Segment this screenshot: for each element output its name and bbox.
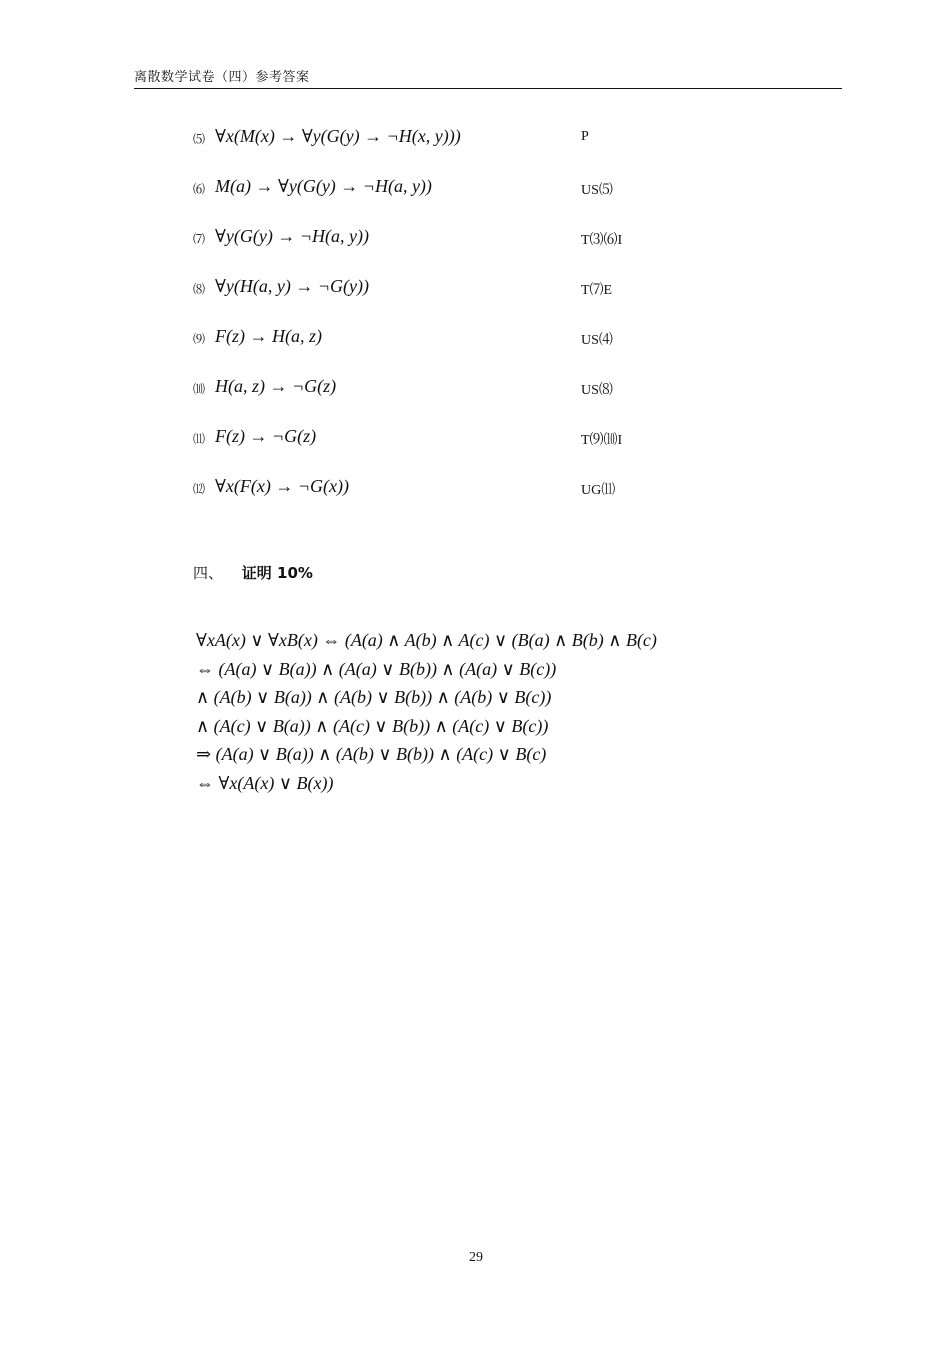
page-header [134,66,842,89]
step-formula: ∀y(G(y) → ¬H(a, y)) [215,226,369,246]
derivation-step [193,126,753,176]
step-formula: F(z) → H(a, z) [215,326,322,346]
section-label: 证明 10% [241,564,313,582]
step-formula: H(a, z) → ¬G(z) [215,376,337,396]
step-number: ⑻ [193,282,206,296]
proof-line: ∧ (A(c) ∨ B(a)) ∧ (A(c) ∨ B(b)) ∧ (A(c) ∨ B(c)) [196,715,549,736]
step-rule: US⑻ [581,383,613,398]
step-rule: T⑶⑹I [581,233,623,248]
derivation-step [193,476,753,526]
header-title: 离散数学试卷（四）参考答案 [134,70,310,85]
step-number: ⑿ [193,482,206,496]
step-rule: US⑷ [581,333,613,348]
derivation-step [193,176,753,226]
section-number: 四、 [193,564,224,582]
step-rule: US⑸ [581,183,613,198]
step-number: ⑾ [193,432,206,446]
derivation-steps [193,126,753,526]
step-number: ⑽ [193,382,206,396]
page-number: 29 [469,1250,483,1265]
proof-block [196,630,836,802]
step-number: ⑼ [193,332,206,346]
derivation-step [193,376,753,426]
derivation-step [193,276,753,326]
step-rule: UG⑾ [581,483,616,498]
step-formula: M(a) → ∀y(G(y) → ¬H(a, y)) [215,176,432,196]
derivation-step [193,326,753,376]
section-heading [193,562,313,583]
proof-line: ⇒ (A(a) ∨ B(a)) ∧ (A(b) ∨ B(b)) ∧ (A(c) ∨ B(c) [196,744,547,765]
step-number: ⑹ [193,182,206,196]
proof-line: ⇔ ∀x(A(x) ∨ B(x)) [196,772,334,793]
proof-line: ∀xA(x) ∨ ∀xB(x) ⇔ (A(a) ∧ A(b) ∧ A(c) ∨ (B(a) ∧ B(b) ∧ B(c) [196,630,657,650]
step-formula: ∀x(F(x) → ¬G(x)) [215,476,349,496]
step-formula: ∀x(M(x) → ∀y(G(y) → ¬H(x, y))) [215,126,461,146]
step-formula: F(z) → ¬G(z) [215,426,317,446]
step-formula: ∀y(H(a, y) → ¬G(y)) [215,276,369,296]
proof-line: ⇔ (A(a) ∨ B(a)) ∧ (A(a) ∨ B(b)) ∧ (A(a) ∨ B(c)) [196,658,557,679]
step-rule: T⑺E [581,283,613,298]
derivation-step [193,226,753,276]
step-number: ⑸ [193,132,206,146]
derivation-step [193,426,753,476]
step-number: ⑺ [193,232,206,246]
step-rule: P [581,129,589,144]
proof-line: ∧ (A(b) ∨ B(a)) ∧ (A(b) ∨ B(b)) ∧ (A(b) ∨ B(c)) [196,687,552,708]
step-rule: T⑼⑽I [581,433,623,448]
